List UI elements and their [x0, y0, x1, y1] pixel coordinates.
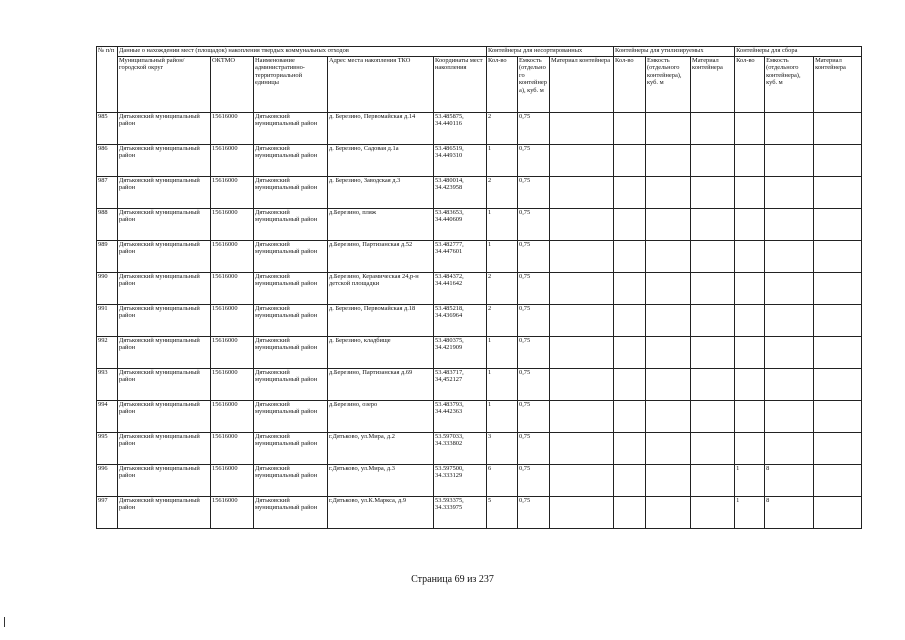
cell-collect-qty: 1: [735, 497, 765, 529]
cell-address: д.Березино, Партизанская д.69: [328, 369, 434, 401]
cell-coords: 53.593375, 34.333975: [434, 497, 487, 529]
cell-recycle-material: [691, 433, 735, 465]
cell-recycle-material: [691, 465, 735, 497]
cell-unsorted-material: [550, 209, 614, 241]
cell-recycle-material: [691, 273, 735, 305]
cell-unit: Дятьковский муниципальный район: [254, 369, 328, 401]
cell-recycle-capacity: [646, 241, 691, 273]
table-row: [97, 305, 862, 337]
cell-oktmo: 15616000: [211, 497, 254, 529]
cell-oktmo: 15616000: [211, 337, 254, 369]
cell-recycle-qty: [614, 113, 646, 145]
cell-recycle-material: [691, 497, 735, 529]
cell-collect-material: [814, 177, 862, 209]
cell-oktmo: 15616000: [211, 209, 254, 241]
cell-unsorted-qty: 3: [487, 433, 518, 465]
cell-unit: Дятьковский муниципальный район: [254, 273, 328, 305]
cell-address: д. Березино, кладбище: [328, 337, 434, 369]
cell-recycle-capacity: [646, 273, 691, 305]
cell-coords: 53.484372, 34.441642: [434, 273, 487, 305]
cell-collect-qty: [735, 369, 765, 401]
table-row: [97, 433, 862, 465]
cell-unsorted-capacity: 0,75: [518, 113, 550, 145]
cell-unsorted-capacity: 0,75: [518, 465, 550, 497]
table-header: [97, 47, 862, 113]
cell-address: д. Березино, Первомайская д.18: [328, 305, 434, 337]
cell-unit: Дятьковский муниципальный район: [254, 305, 328, 337]
cell-oktmo: 15616000: [211, 401, 254, 433]
cell-collect-qty: [735, 241, 765, 273]
table-row: [97, 497, 862, 529]
cell-recycle-capacity: [646, 369, 691, 401]
cell-oktmo: 15616000: [211, 305, 254, 337]
page-number: Страница 69 из 237: [411, 574, 494, 585]
cell-recycle-qty: [614, 273, 646, 305]
cell-recycle-qty: [614, 177, 646, 209]
cell-address: д. Березино, Заводская д.3: [328, 177, 434, 209]
cell-collect-qty: [735, 305, 765, 337]
cell-coords: 53.480375, 34.421909: [434, 337, 487, 369]
cell-collect-qty: [735, 433, 765, 465]
header-unsorted-qty: Кол-во: [487, 57, 518, 113]
cell-unsorted-capacity: 0,75: [518, 433, 550, 465]
cell-recycle-material: [691, 369, 735, 401]
cell-recycle-capacity: [646, 177, 691, 209]
cell-collect-material: [814, 433, 862, 465]
cell-recycle-capacity: [646, 337, 691, 369]
header-recycle-material: Материал контейнера: [691, 57, 735, 113]
cell-oktmo: 15616000: [211, 273, 254, 305]
cell-oktmo: 15616000: [211, 145, 254, 177]
cell-coords: 53.485875, 34.440116: [434, 113, 487, 145]
cell-oktmo: 15616000: [211, 113, 254, 145]
cell-recycle-qty: [614, 337, 646, 369]
cell-collect-material: [814, 401, 862, 433]
cell-district: Дятьковский муниципальный район: [118, 465, 211, 497]
cell-recycle-qty: [614, 497, 646, 529]
cell-unsorted-material: [550, 369, 614, 401]
cell-recycle-qty: [614, 305, 646, 337]
cell-recycle-material: [691, 177, 735, 209]
cell-recycle-qty: [614, 241, 646, 273]
cell-unit: Дятьковский муниципальный район: [254, 241, 328, 273]
cell-num: 987: [97, 177, 118, 209]
cell-unit: Дятьковский муниципальный район: [254, 497, 328, 529]
header-unsorted-material: Материал контейнера: [550, 57, 614, 113]
table-row: [97, 401, 862, 433]
cell-unsorted-material: [550, 337, 614, 369]
cell-unit: Дятьковский муниципальный район: [254, 465, 328, 497]
cell-num: 985: [97, 113, 118, 145]
cell-recycle-capacity: [646, 401, 691, 433]
cell-coords: 53.486519, 34.449310: [434, 145, 487, 177]
cell-unsorted-capacity: 0,75: [518, 145, 550, 177]
table-row: [97, 369, 862, 401]
cell-unsorted-qty: 5: [487, 497, 518, 529]
cell-unit: Дятьковский муниципальный район: [254, 433, 328, 465]
cell-unsorted-capacity: 0,75: [518, 369, 550, 401]
cell-recycle-material: [691, 305, 735, 337]
cell-recycle-material: [691, 209, 735, 241]
header-unsorted-capacity: Емкость (отдельного контейнера), куб. м: [518, 57, 550, 113]
cell-collect-qty: [735, 273, 765, 305]
cell-num: 993: [97, 369, 118, 401]
cell-collect-qty: [735, 337, 765, 369]
header-address: Адрес места накопления ТКО: [328, 57, 434, 113]
cell-unit: Дятьковский муниципальный район: [254, 209, 328, 241]
cell-district: Дятьковский муниципальный район: [118, 369, 211, 401]
cell-unsorted-material: [550, 497, 614, 529]
cell-collect-capacity: 8: [765, 465, 814, 497]
table-row: [97, 273, 862, 305]
header-oktmo: ОКТМО: [211, 57, 254, 113]
cell-district: Дятьковский муниципальный район: [118, 209, 211, 241]
cell-collect-capacity: [765, 209, 814, 241]
cell-district: Дятьковский муниципальный район: [118, 305, 211, 337]
cell-coords: 53.482777, 34.447601: [434, 241, 487, 273]
cell-num: 994: [97, 401, 118, 433]
cell-unsorted-capacity: 0,75: [518, 273, 550, 305]
header-district: Муниципальный район/городской округ: [118, 57, 211, 113]
cell-coords: 53.483793, 34.442363: [434, 401, 487, 433]
cell-unsorted-capacity: 0,75: [518, 401, 550, 433]
cell-collect-qty: [735, 401, 765, 433]
cell-collect-capacity: 8: [765, 497, 814, 529]
cell-unsorted-qty: 1: [487, 241, 518, 273]
cell-collect-capacity: [765, 433, 814, 465]
cell-collect-capacity: [765, 401, 814, 433]
cell-num: 990: [97, 273, 118, 305]
cell-unit: Дятьковский муниципальный район: [254, 177, 328, 209]
cell-address: д. Березино, Первомайская д.14: [328, 113, 434, 145]
cell-unsorted-capacity: 0,75: [518, 241, 550, 273]
cell-collect-capacity: [765, 113, 814, 145]
cell-collect-capacity: [765, 337, 814, 369]
cell-unsorted-qty: 1: [487, 209, 518, 241]
cell-district: Дятьковский муниципальный район: [118, 145, 211, 177]
cell-recycle-capacity: [646, 465, 691, 497]
header-sub-row: [97, 57, 862, 113]
cell-unsorted-material: [550, 177, 614, 209]
cell-address: д.Березино, Керамическая 24,р-н детской площадки: [328, 273, 434, 305]
header-collect-material: Материал контейнера: [814, 57, 862, 113]
cell-recycle-qty: [614, 145, 646, 177]
cell-unsorted-qty: 2: [487, 273, 518, 305]
cell-recycle-capacity: [646, 497, 691, 529]
cell-coords: 53.483653, 34.440609: [434, 209, 487, 241]
header-coords: Координаты мест накопления: [434, 57, 487, 113]
cell-unsorted-material: [550, 305, 614, 337]
cell-num: 991: [97, 305, 118, 337]
cell-collect-qty: [735, 209, 765, 241]
cell-collect-capacity: [765, 273, 814, 305]
cell-district: Дятьковский муниципальный район: [118, 273, 211, 305]
cell-unsorted-qty: 1: [487, 337, 518, 369]
cell-district: Дятьковский муниципальный район: [118, 401, 211, 433]
cell-unit: Дятьковский муниципальный район: [254, 337, 328, 369]
cell-collect-material: [814, 337, 862, 369]
cell-address: д. Березино, Садовая д.1а: [328, 145, 434, 177]
cell-collect-material: [814, 273, 862, 305]
table-row: [97, 337, 862, 369]
table-row: [97, 177, 862, 209]
table-row: [97, 465, 862, 497]
cell-oktmo: 15616000: [211, 241, 254, 273]
waste-sites-table: [96, 46, 862, 529]
header-collect-capacity: Емкость (отдельного контейнера), куб. м: [765, 57, 814, 113]
cell-unsorted-capacity: 0,75: [518, 497, 550, 529]
cell-address: д.Березино, Партизанская д.52: [328, 241, 434, 273]
cell-district: Дятьковский муниципальный район: [118, 177, 211, 209]
cell-unsorted-material: [550, 113, 614, 145]
table-row: [97, 145, 862, 177]
cell-recycle-qty: [614, 209, 646, 241]
cell-address: г.Дятьково, ул.К.Маркса, д.9: [328, 497, 434, 529]
header-group-recycle: Контейнеры для утилизируемых: [614, 47, 735, 57]
cell-recycle-qty: [614, 465, 646, 497]
cell-coords: 53.597033, 34.333802: [434, 433, 487, 465]
header-unit: Наименование административно-территориальной единицы: [254, 57, 328, 113]
cell-unsorted-material: [550, 401, 614, 433]
cell-recycle-qty: [614, 433, 646, 465]
cell-num: 996: [97, 465, 118, 497]
cell-unit: Дятьковский муниципальный район: [254, 401, 328, 433]
cell-unsorted-qty: 1: [487, 145, 518, 177]
cell-coords: 53.483717, 34,452127: [434, 369, 487, 401]
table-row: [97, 241, 862, 273]
header-group-data: Данные о нахождении мест (площадок) накопления твердых коммунальных отходов: [118, 47, 487, 57]
table-row: [97, 113, 862, 145]
cell-coords: 53.597500, 34.333129: [434, 465, 487, 497]
cell-num: 992: [97, 337, 118, 369]
table-body: [97, 113, 862, 529]
cell-collect-capacity: [765, 305, 814, 337]
header-recycle-capacity: Емкость (отдельного контейнера), куб. м: [646, 57, 691, 113]
cell-unsorted-material: [550, 433, 614, 465]
header-group-collect: Контейнеры для сбора: [735, 47, 862, 57]
cell-num: 995: [97, 433, 118, 465]
header-collect-qty: Кол-во: [735, 57, 765, 113]
cell-collect-material: [814, 369, 862, 401]
cell-unsorted-qty: 2: [487, 305, 518, 337]
cell-unsorted-qty: 1: [487, 401, 518, 433]
cell-unsorted-capacity: 0,75: [518, 177, 550, 209]
cell-unsorted-capacity: 0,75: [518, 337, 550, 369]
cell-collect-capacity: [765, 241, 814, 273]
cell-unsorted-qty: 2: [487, 113, 518, 145]
cell-address: г.Дятьково, ул.Мира, д.2: [328, 433, 434, 465]
cell-collect-material: [814, 113, 862, 145]
cell-num: 986: [97, 145, 118, 177]
cell-oktmo: 15616000: [211, 369, 254, 401]
cell-recycle-material: [691, 113, 735, 145]
cell-coords: 53.480014, 34.423958: [434, 177, 487, 209]
header-recycle-qty: Кол-во: [614, 57, 646, 113]
cell-collect-qty: 1: [735, 465, 765, 497]
scan-edge-mark: [4, 617, 5, 627]
cell-collect-material: [814, 497, 862, 529]
cell-oktmo: 15616000: [211, 465, 254, 497]
cell-recycle-capacity: [646, 145, 691, 177]
header-num: № п/п: [97, 47, 118, 113]
cell-unsorted-material: [550, 145, 614, 177]
cell-unsorted-material: [550, 273, 614, 305]
cell-recycle-capacity: [646, 113, 691, 145]
cell-collect-qty: [735, 145, 765, 177]
cell-oktmo: 15616000: [211, 177, 254, 209]
header-group-row: [97, 47, 862, 57]
cell-address: д.Березино, озеро: [328, 401, 434, 433]
cell-address: г.Дятьково, ул.Мира, д.3: [328, 465, 434, 497]
cell-collect-capacity: [765, 145, 814, 177]
cell-oktmo: 15616000: [211, 433, 254, 465]
cell-address: д.Березино, пляж: [328, 209, 434, 241]
cell-recycle-material: [691, 145, 735, 177]
cell-num: 997: [97, 497, 118, 529]
cell-unsorted-qty: 1: [487, 369, 518, 401]
cell-unsorted-material: [550, 465, 614, 497]
cell-collect-material: [814, 145, 862, 177]
cell-collect-material: [814, 209, 862, 241]
table-row: [97, 209, 862, 241]
cell-recycle-capacity: [646, 305, 691, 337]
cell-district: Дятьковский муниципальный район: [118, 241, 211, 273]
cell-unsorted-material: [550, 241, 614, 273]
cell-recycle-qty: [614, 369, 646, 401]
cell-recycle-capacity: [646, 433, 691, 465]
cell-collect-capacity: [765, 369, 814, 401]
cell-unsorted-qty: 6: [487, 465, 518, 497]
cell-district: Дятьковский муниципальный район: [118, 113, 211, 145]
cell-collect-qty: [735, 113, 765, 145]
cell-num: 989: [97, 241, 118, 273]
header-group-unsorted: Контейнеры для несортированных: [487, 47, 614, 57]
cell-unsorted-qty: 2: [487, 177, 518, 209]
cell-coords: 53.485218, 34.436964: [434, 305, 487, 337]
cell-district: Дятьковский муниципальный район: [118, 337, 211, 369]
cell-unsorted-capacity: 0,75: [518, 305, 550, 337]
cell-recycle-material: [691, 241, 735, 273]
cell-collect-material: [814, 305, 862, 337]
cell-unit: Дятьковский муниципальный район: [254, 113, 328, 145]
cell-collect-material: [814, 241, 862, 273]
cell-recycle-qty: [614, 401, 646, 433]
cell-district: Дятьковский муниципальный район: [118, 497, 211, 529]
cell-district: Дятьковский муниципальный район: [118, 433, 211, 465]
cell-collect-material: [814, 465, 862, 497]
cell-collect-qty: [735, 177, 765, 209]
cell-recycle-material: [691, 337, 735, 369]
cell-recycle-capacity: [646, 209, 691, 241]
cell-collect-capacity: [765, 177, 814, 209]
cell-unit: Дятьковский муниципальный район: [254, 145, 328, 177]
cell-num: 988: [97, 209, 118, 241]
cell-recycle-material: [691, 401, 735, 433]
cell-unsorted-capacity: 0,75: [518, 209, 550, 241]
